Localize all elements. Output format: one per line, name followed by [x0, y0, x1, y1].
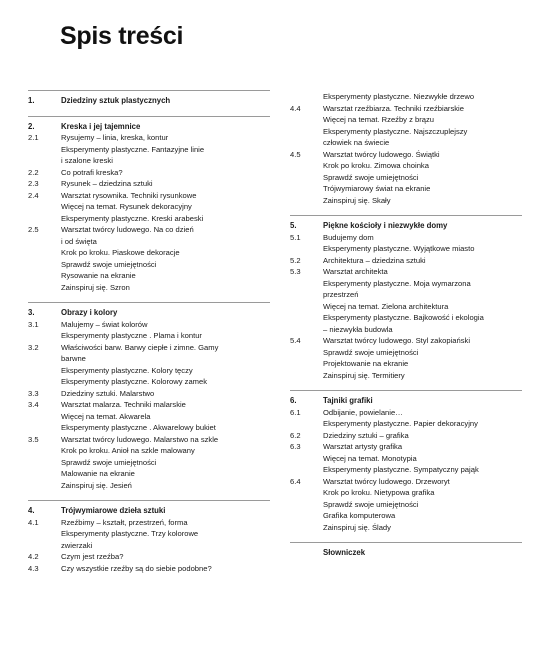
toc-entry[interactable] [28, 224, 270, 236]
entry-title: Zainspiruj się. Szron [61, 282, 130, 292]
entry-number [290, 301, 323, 313]
entry-number: 4.5 [290, 149, 301, 159]
toc-entry[interactable] [28, 247, 270, 259]
entry-number [28, 330, 61, 342]
toc-entry[interactable] [290, 358, 522, 370]
entry-number [290, 499, 323, 511]
toc-entry[interactable] [28, 434, 270, 446]
entry-number [290, 324, 323, 336]
toc-entry[interactable] [290, 335, 522, 347]
entry-title: Eksperymenty plastyczne. Kolory tęczy [61, 365, 193, 375]
entry-title: zwierzaki [61, 540, 93, 550]
toc-entry[interactable] [290, 418, 522, 430]
toc-section [290, 542, 522, 559]
entry-number [28, 201, 61, 213]
entry-number [290, 114, 323, 126]
entry-title: Zainspiruj się. Skały [323, 195, 391, 205]
entry-title: Warsztat twórcy ludowego. Na co dzień [61, 225, 194, 234]
entry-number [290, 522, 323, 534]
toc-entry[interactable] [28, 540, 270, 552]
entry-number [28, 468, 61, 480]
entry-title: barwne [61, 354, 86, 363]
section-number: 1. [28, 96, 35, 105]
entry-number [290, 137, 323, 149]
toc-entry[interactable] [28, 213, 270, 225]
entry-number: 5.4 [290, 336, 301, 345]
toc-entry[interactable] [290, 430, 522, 442]
entry-title: Eksperymenty plastyczne. Sympatyczny pająk [323, 465, 479, 474]
toc-section [28, 90, 270, 107]
entry-title: i od święta [61, 236, 97, 246]
entry-number [28, 144, 61, 156]
entry-number [28, 236, 61, 248]
section-heading[interactable] [290, 391, 522, 407]
entry-title: człowiek na świecie [323, 138, 390, 147]
toc-entry[interactable] [28, 411, 270, 423]
entry-number: 6.3 [290, 442, 301, 451]
entry-title: Więcej na temat. Rysunek dekoracyjny [61, 202, 192, 211]
toc-entry[interactable] [290, 232, 522, 244]
toc-entry[interactable] [28, 330, 270, 342]
entry-title: Warsztat architekta [323, 267, 388, 276]
entry-number: 4.3 [28, 563, 39, 573]
entry-number: 2.3 [28, 179, 39, 188]
entry-title: Sprawdź swoje umiejętności [323, 172, 419, 182]
section-heading[interactable] [28, 117, 270, 133]
entry-title: przestrzeń [323, 290, 359, 299]
entry-number: 3.3 [28, 388, 39, 398]
entry-number [290, 418, 323, 430]
entry-title: Warsztat twórcy ludowego. Malarstwo na szkle [61, 434, 219, 444]
entry-number: 6.1 [290, 407, 301, 417]
entry-title: Eksperymenty plastyczne. Kolorowy zamek [61, 377, 208, 386]
entry-number [290, 464, 323, 476]
entry-number [290, 358, 323, 370]
toc-entry[interactable] [28, 259, 270, 271]
entry-title: Eksperymenty plastyczne. Trzy kolorowe [61, 529, 199, 538]
toc-entry[interactable] [28, 155, 270, 167]
toc-entry[interactable] [290, 453, 522, 465]
entry-number [290, 160, 323, 172]
toc-section [290, 390, 522, 533]
section-title: Kreska i jej tajemnice [61, 121, 141, 131]
entry-number [28, 480, 61, 492]
entry-title: Sprawdź swoje umiejętności [323, 499, 419, 509]
entry-title: Czym jest rzeźba? [61, 552, 124, 561]
toc-entry[interactable] [28, 517, 270, 529]
toc-entry[interactable] [290, 324, 522, 336]
section-number: 3. [28, 308, 35, 317]
entry-title: Krok po kroku. Anioł na szkle malowany [61, 446, 195, 455]
toc-entry[interactable] [28, 445, 270, 457]
entry-number [28, 353, 61, 365]
entry-title: Zainspiruj się. Jesień [61, 480, 132, 490]
entry-title: Eksperymenty plastyczne. Niezwykłe drzewo [323, 92, 475, 101]
entry-title: Eksperymenty plastyczne. Fantazyjne linie [61, 144, 205, 154]
entry-title: Projektowanie na ekranie [323, 359, 409, 368]
section-heading[interactable] [290, 216, 522, 232]
entry-number: 2.5 [28, 225, 39, 234]
entry-number [28, 282, 61, 294]
entry-number: 2.2 [28, 167, 39, 177]
toc-entry[interactable] [28, 365, 270, 377]
entry-title: Eksperymenty plastyczne. Moja wymarzona [323, 278, 471, 288]
toc-entry[interactable] [28, 376, 270, 388]
entry-number: 5.1 [290, 232, 301, 242]
toc-entry[interactable] [28, 563, 270, 575]
entry-title: Zainspiruj się. Termitiery [323, 370, 405, 380]
entry-number [290, 510, 323, 522]
entry-number: 4.4 [290, 103, 301, 113]
entry-number: 6.4 [290, 476, 301, 486]
toc-entry[interactable] [28, 190, 270, 202]
entry-title: Sprawdź swoje umiejętności [61, 457, 157, 467]
entry-number [290, 195, 323, 207]
toc-entry[interactable] [290, 137, 522, 149]
toc-entry[interactable] [28, 468, 270, 480]
section-title: Słowniczek [323, 548, 366, 557]
entry-title: Więcej na temat. Akwarela [61, 411, 151, 421]
toc-entry[interactable] [28, 457, 270, 469]
entry-number: 3.4 [28, 400, 39, 409]
entry-number [28, 540, 61, 552]
section-title: Tajniki grafiki [323, 396, 373, 405]
toc-entry[interactable] [290, 407, 522, 419]
entry-number: 4.2 [28, 552, 39, 561]
toc-entry[interactable] [28, 551, 270, 563]
entry-title: Warsztat twórcy ludowego. Styl zakopiański [323, 336, 471, 345]
entry-title: Co potrafi kreska? [61, 167, 123, 177]
entry-number: 3.5 [28, 434, 39, 444]
section-title: Piękne kościoły i niezwykłe domy [323, 221, 448, 230]
toc-entry[interactable] [290, 266, 522, 278]
entry-number [290, 312, 323, 324]
entry-number [290, 183, 323, 195]
entry-title: Zainspiruj się. Ślady [323, 522, 391, 532]
entry-title: Krok po kroku. Piaskowe dekoracje [61, 248, 180, 257]
entry-title: Grafika komputerowa [323, 511, 396, 520]
entry-title: i szalone kreski [61, 156, 113, 165]
entry-title: Warsztat twórcy ludowego. Drzeworyt [323, 476, 450, 486]
section-heading[interactable] [28, 501, 270, 517]
toc-entry[interactable] [28, 282, 270, 294]
entry-number [290, 370, 323, 382]
toc-entry[interactable] [28, 178, 270, 190]
entry-number [28, 376, 61, 388]
toc-entry[interactable] [28, 353, 270, 365]
toc-column-right [290, 91, 522, 568]
toc-entry[interactable] [28, 342, 270, 354]
toc-entry[interactable] [290, 278, 522, 290]
entry-title: Właściwości barw. Barwy ciepłe i zimne. Gamy [61, 342, 219, 352]
entry-title: Więcej na temat. Rzeźby z brązu [323, 115, 434, 124]
entry-number: 6.2 [290, 430, 301, 440]
entry-number [290, 243, 323, 255]
entry-title: Eksperymenty plastyczne . Plama i kontur [61, 331, 202, 340]
entry-number [28, 155, 61, 167]
entry-title: Krok po kroku. Nietypowa grafika [323, 488, 435, 497]
entry-number [28, 457, 61, 469]
toc-entry[interactable] [290, 499, 522, 511]
toc-entry[interactable] [28, 132, 270, 144]
entry-title: Warsztat rysownika. Techniki rysunkowe [61, 190, 197, 200]
toc-entry[interactable] [290, 522, 522, 534]
toc-entry[interactable] [290, 441, 522, 453]
toc-entry[interactable] [290, 183, 522, 195]
section-number: 2. [28, 121, 35, 131]
entry-number [290, 347, 323, 359]
toc-entry[interactable] [290, 149, 522, 161]
section-heading[interactable] [290, 543, 522, 559]
entry-number [28, 213, 61, 225]
entry-title: Warsztat artysty grafika [323, 442, 403, 451]
toc-section [290, 215, 522, 381]
entry-title: Warsztat twórcy ludowego. Świątki [323, 149, 440, 159]
entry-title: Eksperymenty plastyczne. Kreski arabeski [61, 213, 204, 223]
toc-entry[interactable] [290, 243, 522, 255]
entry-number [290, 126, 323, 138]
entry-number [290, 172, 323, 184]
entry-number [290, 289, 323, 301]
entry-number [28, 247, 61, 259]
toc-entry[interactable] [290, 464, 522, 476]
entry-number [28, 411, 61, 423]
toc-entry[interactable] [28, 399, 270, 411]
toc-entry[interactable] [28, 388, 270, 400]
entry-number: 5.3 [290, 267, 301, 276]
entry-title: Warsztat rzeźbiarza. Techniki rzeźbiarskie [323, 103, 464, 113]
toc-entry[interactable] [28, 319, 270, 331]
section-title: Dziedziny sztuk plastycznych [61, 96, 171, 105]
entry-number [290, 487, 323, 499]
entry-title: Sprawdź swoje umiejętności [323, 347, 419, 357]
entry-number: 2.1 [28, 133, 39, 142]
entry-number: 3.1 [28, 319, 39, 329]
entry-title: Eksperymenty plastyczne. Bajkowość i ekologia [323, 313, 484, 322]
entry-number [28, 445, 61, 457]
toc-entry[interactable] [28, 167, 270, 179]
toc-entry[interactable] [290, 103, 522, 115]
section-number: 5. [290, 221, 297, 230]
entry-title: Rysunek – dziedzina sztuki [61, 179, 153, 188]
toc-entry[interactable] [28, 422, 270, 434]
toc-entry[interactable] [290, 114, 522, 126]
entry-title: Rzeźbimy – kształt, przestrzeń, forma [61, 517, 188, 527]
entry-title: Dziedziny sztuki – grafika [323, 430, 409, 440]
toc-section [290, 91, 522, 206]
entry-title: Rysowanie na ekranie [61, 271, 136, 280]
toc-entry[interactable] [290, 195, 522, 207]
entry-title: Czy wszystkie rzeźby są do siebie podobne? [61, 563, 212, 573]
section-heading[interactable] [28, 303, 270, 319]
entry-title: Rysujemy – linia, kreska, kontur [61, 133, 169, 142]
entry-title: Dziedziny sztuki. Malarstwo [61, 388, 155, 398]
entry-number [290, 278, 323, 290]
section-title: Obrazy i kolory [61, 308, 118, 317]
toc-entry[interactable] [290, 347, 522, 359]
toc-entry[interactable] [290, 301, 522, 313]
entry-title: Odbijanie, powielanie… [323, 407, 403, 417]
toc-entry[interactable] [290, 476, 522, 488]
entry-title: Eksperymenty plastyczne . Akwarelowy bukiet [61, 423, 216, 432]
entry-number [290, 91, 323, 103]
toc-entry[interactable] [28, 480, 270, 492]
entry-number [28, 422, 61, 434]
section-number: 4. [28, 506, 35, 515]
toc-entry[interactable] [28, 270, 270, 282]
toc-entry[interactable] [290, 289, 522, 301]
toc-column-left [28, 90, 270, 583]
toc-entry[interactable] [290, 91, 522, 103]
entry-title: Architektura – dziedzina sztuki [323, 255, 426, 265]
toc-entry[interactable] [290, 126, 522, 138]
toc-entry[interactable] [290, 172, 522, 184]
toc-section [28, 302, 270, 491]
entry-title: Eksperymenty plastyczne. Wyjątkowe miasto [323, 244, 475, 253]
section-title: Trójwymiarowe dzieła sztuki [61, 506, 166, 515]
entry-title: – niezwykła budowla [323, 324, 393, 334]
toc-entry[interactable] [290, 160, 522, 172]
page-title: Spis treści [60, 22, 184, 50]
toc-section [28, 500, 270, 574]
entry-title: Więcej na temat. Monotypia [323, 453, 417, 463]
entry-number: 3.2 [28, 342, 39, 352]
entry-number [28, 365, 61, 377]
entry-title: Krok po kroku. Zimowa choinka [323, 161, 429, 170]
toc-section [28, 116, 270, 294]
entry-title: Więcej na temat. Zielona architektura [323, 301, 449, 311]
toc-entry[interactable] [290, 487, 522, 499]
entry-number: 2.4 [28, 190, 39, 200]
section-heading[interactable] [28, 91, 270, 107]
entry-title: Trójwymiarowy świat na ekranie [323, 184, 431, 193]
toc-entry[interactable] [290, 312, 522, 324]
entry-number [28, 270, 61, 282]
entry-number [28, 528, 61, 540]
entry-title: Malujemy – świat kolorów [61, 319, 148, 329]
entry-number [28, 259, 61, 271]
toc-entry[interactable] [28, 528, 270, 540]
toc-entry[interactable] [28, 144, 270, 156]
toc-entry[interactable] [290, 370, 522, 382]
entry-title: Eksperymenty plastyczne. Papier dekoracyjny [323, 419, 478, 428]
section-number: 6. [290, 396, 297, 405]
entry-title: Warsztat malarza. Techniki malarskie [61, 400, 186, 409]
toc-entry[interactable] [290, 510, 522, 522]
entry-title: Budujemy dom [323, 232, 374, 242]
toc-entry[interactable] [28, 201, 270, 213]
entry-number: 4.1 [28, 517, 39, 527]
entry-title: Sprawdź swoje umiejętności [61, 259, 157, 269]
toc-entry[interactable] [290, 255, 522, 267]
section-number [290, 547, 323, 559]
entry-title: Eksperymenty plastyczne. Najszczuplejszy [323, 126, 468, 136]
toc-entry[interactable] [28, 236, 270, 248]
entry-number: 5.2 [290, 255, 301, 265]
entry-number [290, 453, 323, 465]
entry-title: Malowanie na ekranie [61, 469, 135, 478]
